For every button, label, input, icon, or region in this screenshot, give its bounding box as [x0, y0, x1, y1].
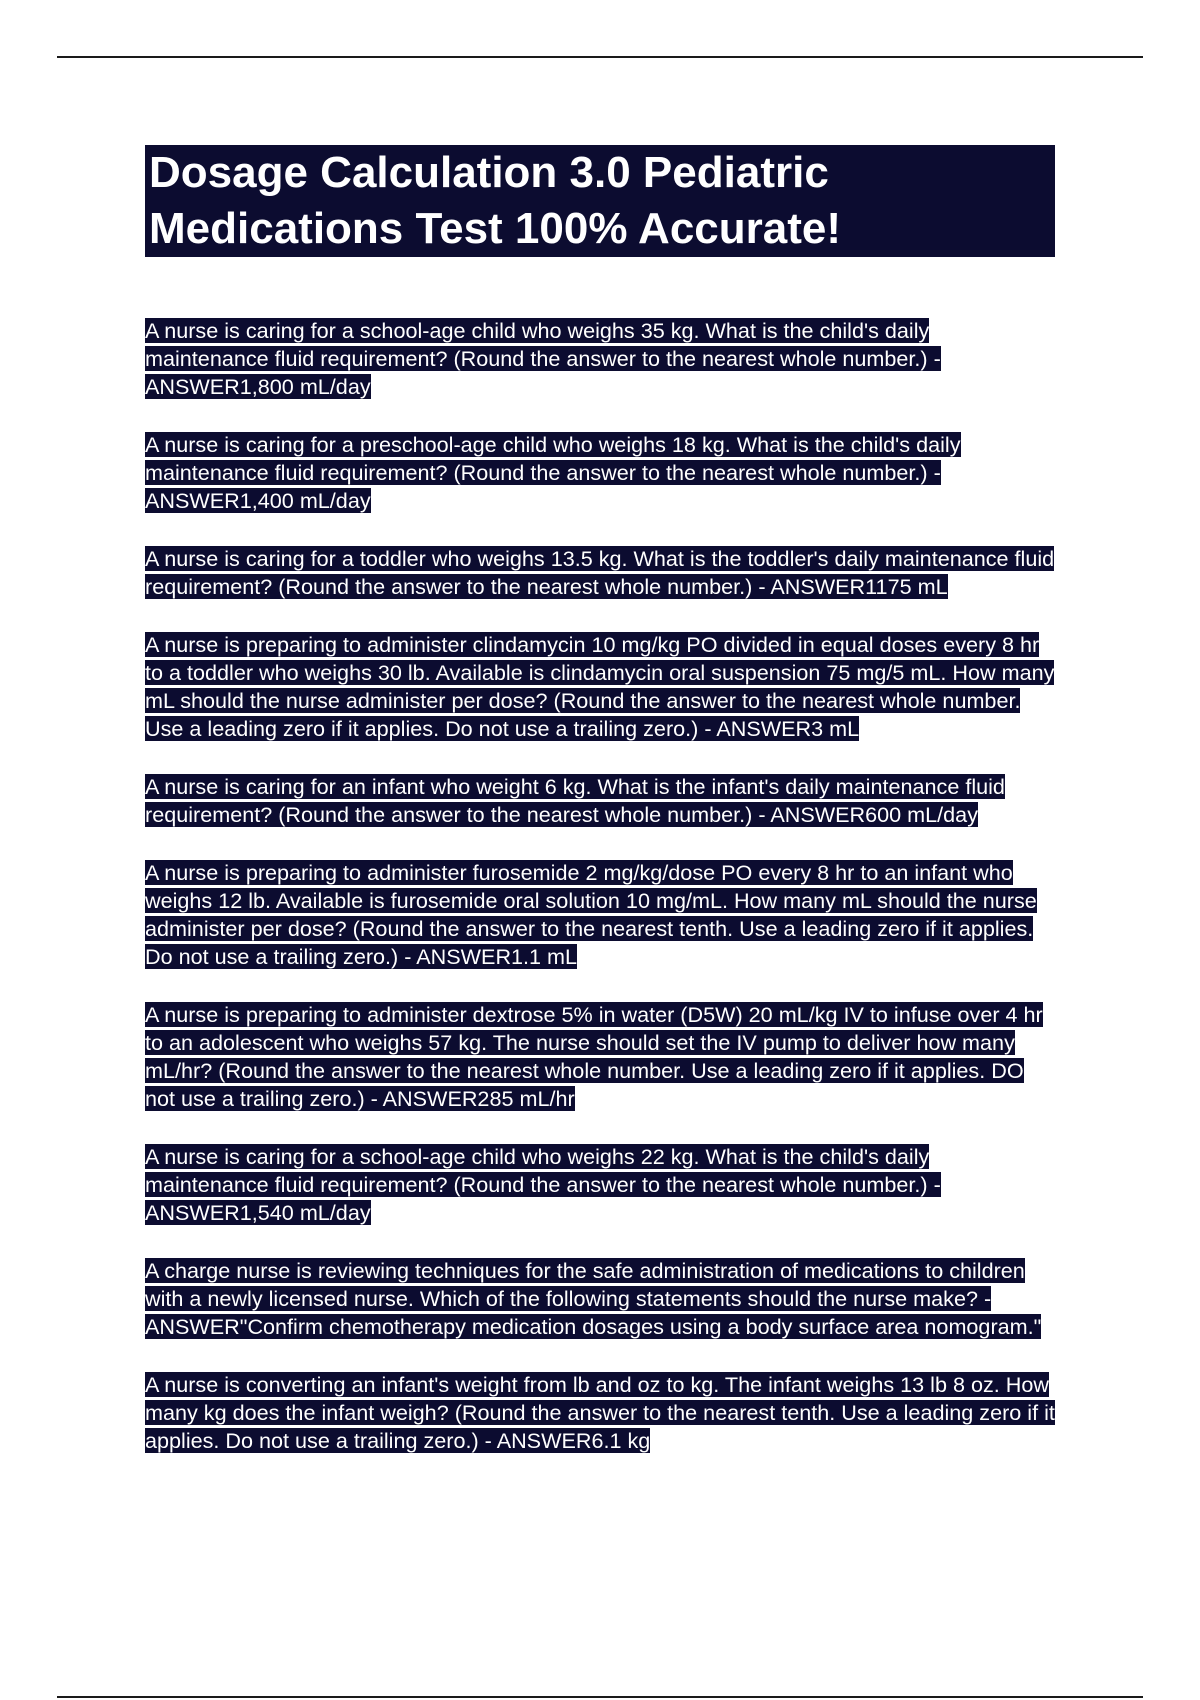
answer-text: ANSWER1,800 mL/day	[145, 374, 371, 399]
title-line-1: Dosage Calculation 3.0 Pediatric	[149, 148, 829, 197]
qa-item-7	[145, 1001, 1055, 1113]
qa-item-9	[145, 1257, 1055, 1341]
question-text: A nurse is caring for a preschool-age child who weighs 18 kg. What is the child's daily maintenance fluid requirement? (Round the answer to the nearest whole number.) -	[145, 432, 961, 485]
qa-item-4	[145, 631, 1055, 743]
answer-text: ANSWER1175 mL	[770, 574, 948, 599]
question-text: A nurse is caring for an infant who weight 6 kg. What is the infant's daily maintenance fluid requirement? (Round the answer to the nearest whole number.) -	[145, 774, 1005, 827]
answer-text: ANSWER3 mL	[716, 716, 860, 741]
question-text: A nurse is preparing to administer furosemide 2 mg/kg/dose PO every 8 hr to an infant who weighs 12 lb. Available is furosemide oral solution 10 mg/mL. How many mL should the nurse administer per dose? (Round the answer to the nearest tenth. Use a leading zero if it applies. Do not use a trailing zero.) -	[145, 860, 1037, 969]
title-line-2: Medications Test 100% Accurate!	[149, 204, 842, 253]
answer-text: ANSWER1,400 mL/day	[145, 488, 371, 513]
question-text: A nurse is caring for a toddler who weighs 13.5 kg. What is the toddler's daily maintenance fluid requirement? (Round the answer to the nearest whole number.) -	[145, 546, 1055, 599]
document-body	[145, 145, 1055, 1485]
question-text: A nurse is converting an infant's weight from lb and oz to kg. The infant weighs 13 lb 8 oz. How many kg does the infant weigh? (Round the answer to the nearest tenth. Use a leading zero if it applies. Do not use a trailing zero.) -	[145, 1372, 1055, 1453]
qa-item-6	[145, 859, 1055, 971]
answer-text: ANSWER"Confirm chemotherapy medication dosages using a body surface area nomogram."	[145, 1314, 1042, 1339]
question-text: A nurse is preparing to administer clindamycin 10 mg/kg PO divided in equal doses every 8 hr to a toddler who weighs 30 lb. Available is clindamycin oral suspension 75 mg/5 mL. How many mL should the nurse administer per dose? (Round the answer to the nearest whole number. Use a leading zero if it applies. Do not use a trailing zero.) -	[145, 632, 1055, 741]
qa-item-3	[145, 545, 1055, 601]
answer-text: ANSWER285 mL/hr	[382, 1086, 575, 1111]
question-text: A nurse is preparing to administer dextrose 5% in water (D5W) 20 mL/kg IV to infuse over 4 hr to an adolescent who weighs 57 kg. The nurse should set the IV pump to deliver how many mL/hr? (Round the answer to the nearest whole number. Use a leading zero if it applies. DO not use a trailing zero.) -	[145, 1002, 1043, 1111]
question-text: A charge nurse is reviewing techniques for the safe administration of medications to children with a newly licensed nurse. Which of the following statements should the nurse make? -	[145, 1258, 1025, 1311]
answer-text: ANSWER1,540 mL/day	[145, 1200, 371, 1225]
answer-text: ANSWER1.1 mL	[416, 944, 578, 969]
qa-item-5	[145, 773, 1055, 829]
qa-item-10	[145, 1371, 1055, 1455]
answer-text: ANSWER600 mL/day	[770, 802, 978, 827]
question-text: A nurse is caring for a school-age child who weighs 22 kg. What is the child's daily maintenance fluid requirement? (Round the answer to the nearest whole number.) -	[145, 1144, 941, 1197]
question-text: A nurse is caring for a school-age child who weighs 35 kg. What is the child's daily maintenance fluid requirement? (Round the answer to the nearest whole number.) -	[145, 318, 941, 371]
answer-text: ANSWER6.1 kg	[496, 1428, 651, 1453]
footer-rule	[57, 1696, 1143, 1698]
document-title	[145, 145, 1055, 257]
qa-item-2	[145, 431, 1055, 515]
qa-item-8	[145, 1143, 1055, 1227]
header-rule	[57, 56, 1143, 58]
qa-item-1	[145, 317, 1055, 401]
